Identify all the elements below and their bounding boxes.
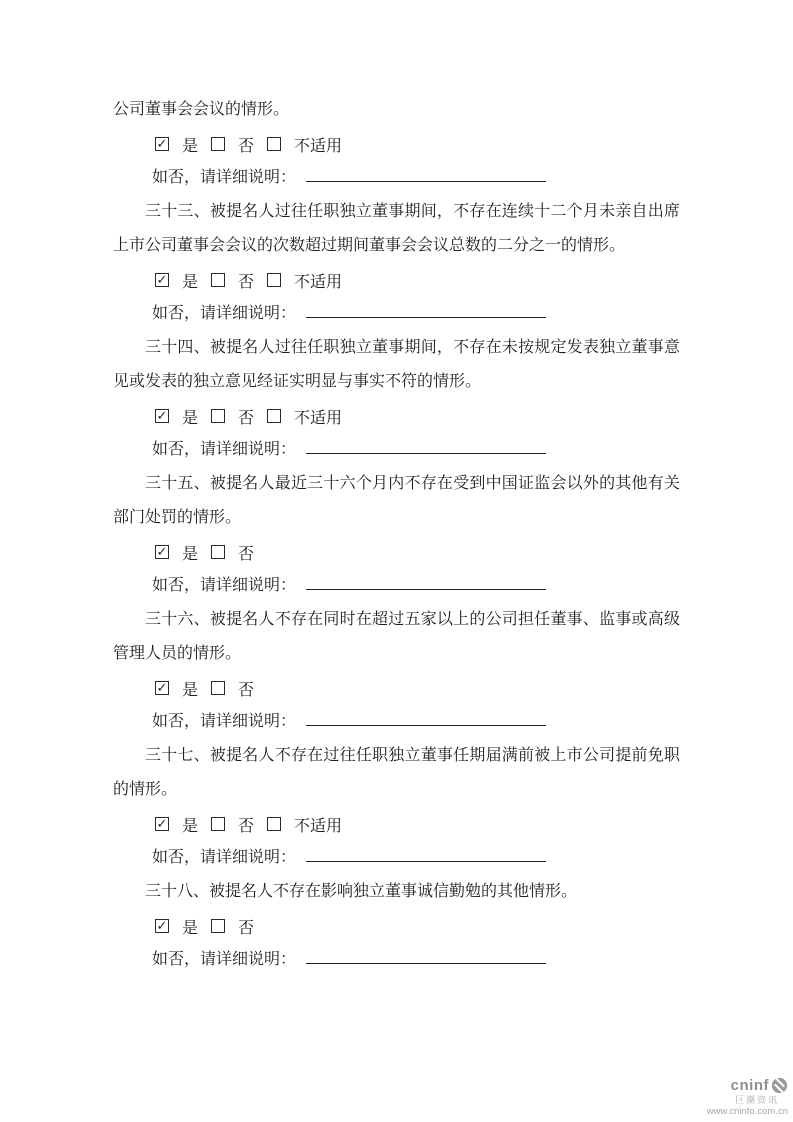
checkbox-icon <box>155 817 169 831</box>
checkbox-icon <box>267 137 281 151</box>
option-label: 是 <box>182 681 199 699</box>
checkbox-icon <box>267 817 281 831</box>
detail-label: 如否，请详细说明： <box>152 305 297 322</box>
option-label: 不适用 <box>294 409 343 427</box>
blank-underline <box>306 949 546 964</box>
option-label: 否 <box>238 545 255 563</box>
question-item <box>113 603 680 739</box>
detail-label: 如否，请详细说明： <box>152 951 297 968</box>
cninfo-brand-text: cninf <box>730 1076 769 1094</box>
question-text: 三十八、被提名人不存在影响独立董事诚信勤勉的其他情形。 <box>145 883 578 900</box>
blank-underline <box>306 575 546 590</box>
question-text: 三十三、被提名人过往任职独立董事期间，不存在连续十二个月未亲自出席上市公司董事会会议的次数超过期间董事会会议总数的二分之一的情形。 <box>113 203 680 254</box>
blank-underline <box>306 847 546 862</box>
checkbox-icon <box>267 273 281 287</box>
detail-row <box>113 297 680 331</box>
checkbox-icon <box>155 681 169 695</box>
options-row <box>113 909 680 943</box>
detail-label: 如否，请详细说明： <box>152 169 297 186</box>
detail-row <box>113 433 680 467</box>
question-item <box>113 467 680 603</box>
option-label: 不适用 <box>294 273 343 291</box>
question-item <box>113 331 680 467</box>
checkbox-icon <box>211 919 225 933</box>
cninfo-logo <box>707 1077 788 1117</box>
cninfo-swirl-icon <box>771 1077 788 1094</box>
checkbox-icon <box>155 137 169 151</box>
checkbox-icon <box>155 919 169 933</box>
question-item <box>113 93 680 195</box>
blank-underline <box>306 303 546 318</box>
option-label: 是 <box>182 545 199 563</box>
option-label: 否 <box>238 273 255 291</box>
checkbox-icon <box>211 545 225 559</box>
option-label: 否 <box>238 681 255 699</box>
options-row <box>113 807 680 841</box>
option-label: 是 <box>182 273 199 291</box>
option-label: 否 <box>238 409 255 427</box>
check-mark-icon: ✓ <box>156 135 168 151</box>
option-label: 是 <box>182 409 199 427</box>
options-row <box>113 535 680 569</box>
check-mark-icon: ✓ <box>156 679 168 695</box>
options-row <box>113 671 680 705</box>
checkbox-icon <box>211 273 225 287</box>
option-label: 是 <box>182 137 199 155</box>
detail-label: 如否，请详细说明： <box>152 441 297 458</box>
blank-underline <box>306 167 546 182</box>
option-label: 是 <box>182 817 199 835</box>
detail-label: 如否，请详细说明： <box>152 849 297 866</box>
check-mark-icon: ✓ <box>156 271 168 287</box>
cninfo-brand-row <box>707 1077 788 1095</box>
detail-label: 如否，请详细说明： <box>152 577 297 594</box>
options-row <box>113 127 680 161</box>
detail-row <box>113 943 680 977</box>
question-item <box>113 195 680 331</box>
options-row <box>113 263 680 297</box>
check-mark-icon: ✓ <box>156 407 168 423</box>
detail-row <box>113 161 680 195</box>
questionnaire-content <box>113 93 680 977</box>
option-label: 否 <box>238 137 255 155</box>
blank-underline <box>306 711 546 726</box>
detail-label: 如否，请详细说明： <box>152 713 297 730</box>
checkbox-icon <box>155 273 169 287</box>
cninfo-cn-name: 巨潮资讯 <box>734 1094 779 1105</box>
checkbox-icon <box>267 409 281 423</box>
option-label: 否 <box>238 919 255 937</box>
checkbox-icon <box>211 681 225 695</box>
detail-row <box>113 569 680 603</box>
checkbox-icon <box>211 137 225 151</box>
question-text: 三十五、被提名人最近三十六个月内不存在受到中国证监会以外的其他有关部门处罚的情形。 <box>113 475 680 526</box>
check-mark-icon: ✓ <box>156 815 168 831</box>
cninfo-url: www.cninfo.com.cn <box>706 1105 788 1117</box>
checkbox-icon <box>155 409 169 423</box>
detail-row <box>113 705 680 739</box>
detail-row <box>113 841 680 875</box>
question-item <box>113 875 680 977</box>
option-label: 否 <box>238 817 255 835</box>
checkbox-icon <box>211 409 225 423</box>
option-label: 不适用 <box>294 137 343 155</box>
question-text: 公司董事会会议的情形。 <box>113 101 290 118</box>
question-text: 三十七、被提名人不存在过往任职独立董事任期届满前被上市公司提前免职的情形。 <box>113 747 680 798</box>
option-label: 不适用 <box>294 817 343 835</box>
question-text: 三十四、被提名人过往任职独立董事期间，不存在未按规定发表独立董事意见或发表的独立意见经证实明显与事实不符的情形。 <box>113 339 680 390</box>
question-item <box>113 739 680 875</box>
option-label: 是 <box>182 919 199 937</box>
checkbox-icon <box>211 817 225 831</box>
blank-underline <box>306 439 546 454</box>
checkbox-icon <box>155 545 169 559</box>
options-row <box>113 399 680 433</box>
check-mark-icon: ✓ <box>156 543 168 559</box>
question-text: 三十六、被提名人不存在同时在超过五家以上的公司担任董事、监事或高级管理人员的情形。 <box>113 611 680 662</box>
check-mark-icon: ✓ <box>156 917 168 933</box>
